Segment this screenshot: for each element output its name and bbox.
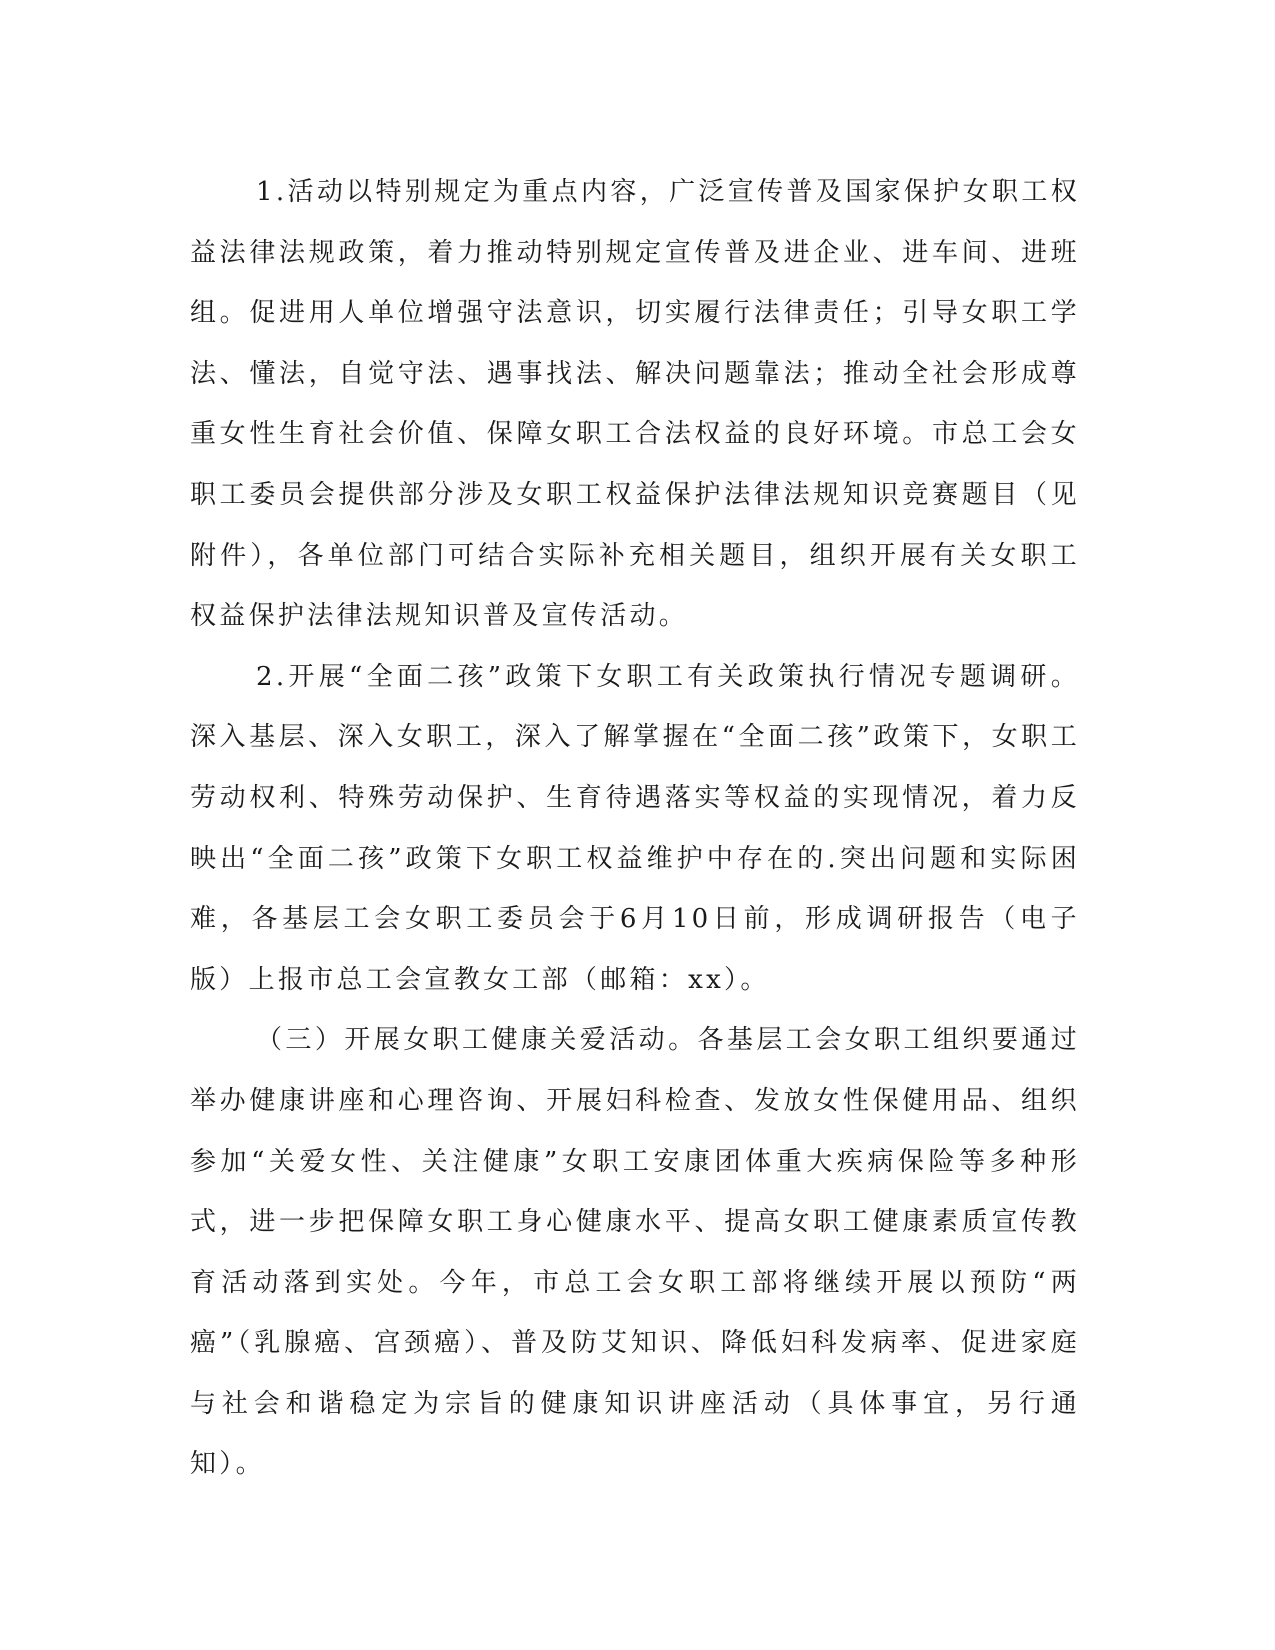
paragraph-health-care-activity: （三）开展女职工健康关爱活动。各基层工会女职工组织要通过举办健康讲座和心理咨询、开展妇科检查、发放女性保健用品、组织参加“关爱女性、关注健康”女职工安康团体重大疾病保险等多种形式，进一步把保障女职工身心健康水平、提高女职工健康素质宣传教育活动落到实处。今年，市总工会女职工部将继续开展以预防“两癌”（乳腺癌、宫颈癌）、普及防艾知识、降低妇科发病率、促进家庭与社会和谐稳定为宗旨的健康知识讲座活动（具体事宜，另行通知）。 [190, 1025, 1080, 1480]
paragraph-two-child-survey: 2.开展“全面二孩”政策下女职工有关政策执行情况专题调研。深入基层、深入女职工，深入了解掌握在“全面二孩”政策下，女职工劳动权利、特殊劳动保护、生育待遇落实等权益的实现情况，着力反映出“全面二孩”政策下女职工权益维护中存在的.突出问题和实际困难，各基层工会女职工委员会于6月10日前，形成调研报告（电子版）上报市总工会宣教女工部（邮箱：xx）。 [190, 661, 1080, 995]
paragraph-legal-awareness: 1.活动以特别规定为重点内容，广泛宣传普及国家保护女职工权益法律法规政策，着力推动特别规定宣传普及进企业、进车间、进班组。促进用人单位增强守法意识，切实履行法律责任；引导女职工学法、懂法，自觉守法、遇事找法、解决问题靠法；推动全社会形成尊重女性生育社会价值、保障女职工合法权益的良好环境。市总工会女职工委员会提供部分涉及女职工权益保护法律法规知识竞赛题目（见附件），各单位部门可结合实际补充相关题目，组织开展有关女职工权益保护法律法规知识普及宣传活动。 [190, 177, 1080, 632]
document-body [190, 162, 1080, 1495]
